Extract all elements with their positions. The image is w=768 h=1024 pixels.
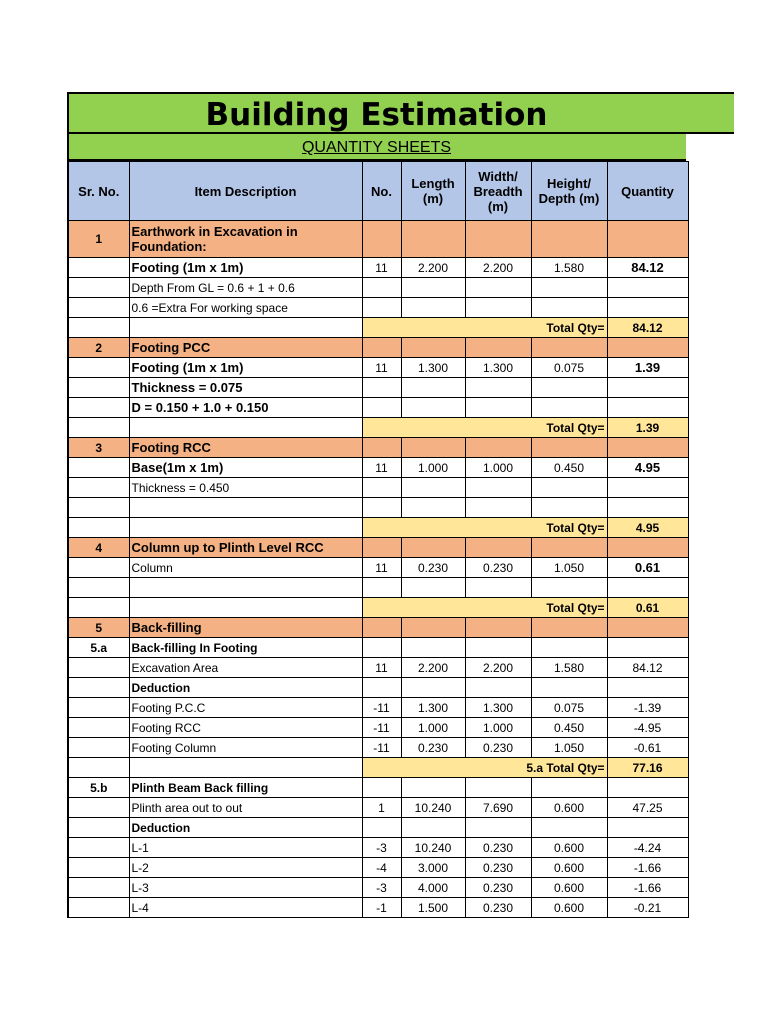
width-cell: [465, 278, 531, 298]
no-cell: -3: [362, 878, 401, 898]
no-cell: -11: [362, 698, 401, 718]
sr-no-cell: [68, 558, 129, 578]
no-cell: [362, 298, 401, 318]
empty-cell: [465, 538, 531, 558]
quantity-cell: [607, 678, 688, 698]
no-cell: 11: [362, 558, 401, 578]
title-bar: [67, 92, 734, 134]
length-cell: 2.200: [401, 658, 465, 678]
height-cell: [531, 678, 607, 698]
width-cell: 1.300: [465, 358, 531, 378]
sr-no-cell: [68, 818, 129, 838]
height-cell: 0.600: [531, 878, 607, 898]
item-row: [68, 478, 688, 498]
height-cell: 1.050: [531, 738, 607, 758]
empty-cell: [401, 221, 465, 258]
quantity-cell: 84.12: [607, 258, 688, 278]
item-row: [68, 798, 688, 818]
item-description: L-3: [129, 878, 362, 898]
empty-cell: [68, 758, 129, 778]
sr-no-cell: [68, 798, 129, 818]
no-cell: [362, 818, 401, 838]
empty-cell: [607, 438, 688, 458]
quantity-cell: [607, 638, 688, 658]
no-cell: [362, 398, 401, 418]
no-cell: 11: [362, 658, 401, 678]
empty-cell: [531, 618, 607, 638]
height-cell: 1.580: [531, 258, 607, 278]
section-row: [68, 538, 688, 558]
no-cell: -11: [362, 738, 401, 758]
width-cell: [465, 638, 531, 658]
empty-cell: [401, 438, 465, 458]
header-no: No.: [362, 162, 401, 221]
quantity-cell: -1.39: [607, 698, 688, 718]
item-row: [68, 838, 688, 858]
sr-no-cell: [68, 458, 129, 478]
sr-no-cell: 5.b: [68, 778, 129, 798]
sheet-subtitle: QUANTITY SHEETS: [301, 139, 452, 156]
total-label: Total Qty=: [362, 518, 607, 538]
total-value: 4.95: [607, 518, 688, 538]
total-value: 77.16: [607, 758, 688, 778]
empty-cell: [362, 438, 401, 458]
item-row: [68, 718, 688, 738]
empty-cell: [607, 221, 688, 258]
item-row: [68, 578, 688, 598]
item-description: Footing P.C.C: [129, 698, 362, 718]
header-quantity: Quantity: [607, 162, 688, 221]
total-row: [68, 518, 688, 538]
section-number: 3: [68, 438, 129, 458]
width-cell: [465, 378, 531, 398]
width-cell: 2.200: [465, 258, 531, 278]
width-cell: [465, 578, 531, 598]
item-row: [68, 738, 688, 758]
empty-cell: [362, 618, 401, 638]
empty-cell: [465, 221, 531, 258]
height-cell: [531, 578, 607, 598]
empty-cell: [401, 538, 465, 558]
section-title: Footing RCC: [129, 438, 362, 458]
width-cell: 0.230: [465, 738, 531, 758]
header-row: [68, 162, 688, 221]
empty-cell: [362, 221, 401, 258]
item-row: [68, 858, 688, 878]
empty-cell: [607, 618, 688, 638]
height-cell: [531, 638, 607, 658]
sr-no-cell: [68, 878, 129, 898]
no-cell: [362, 678, 401, 698]
item-description: Excavation Area: [129, 658, 362, 678]
quantity-table: [67, 161, 689, 918]
item-row: [68, 278, 688, 298]
section-title: Footing PCC: [129, 338, 362, 358]
item-description: Thickness = 0.075: [129, 378, 362, 398]
item-description: Thickness = 0.450: [129, 478, 362, 498]
height-cell: [531, 478, 607, 498]
quantity-cell: [607, 398, 688, 418]
header-length: Length (m): [401, 162, 465, 221]
quantity-cell: -0.21: [607, 898, 688, 918]
sr-no-cell: [68, 698, 129, 718]
item-description: Column: [129, 558, 362, 578]
item-description: Deduction: [129, 678, 362, 698]
header-sr-no: Sr. No.: [68, 162, 129, 221]
sr-no-cell: [68, 658, 129, 678]
width-cell: 1.300: [465, 698, 531, 718]
empty-cell: [362, 538, 401, 558]
empty-cell: [607, 338, 688, 358]
length-cell: 10.240: [401, 798, 465, 818]
quantity-cell: 47.25: [607, 798, 688, 818]
header-width: Width/ Breadth (m): [465, 162, 531, 221]
length-cell: 0.230: [401, 738, 465, 758]
item-row: [68, 778, 688, 798]
item-description: L-1: [129, 838, 362, 858]
item-row: [68, 638, 688, 658]
item-description: Footing Column: [129, 738, 362, 758]
height-cell: 1.580: [531, 658, 607, 678]
quantity-cell: [607, 778, 688, 798]
quantity-cell: 4.95: [607, 458, 688, 478]
total-row: [68, 418, 688, 438]
width-cell: 7.690: [465, 798, 531, 818]
no-cell: [362, 478, 401, 498]
item-description: [129, 498, 362, 518]
no-cell: -4: [362, 858, 401, 878]
item-row: [68, 358, 688, 378]
width-cell: 1.000: [465, 718, 531, 738]
length-cell: 1.300: [401, 698, 465, 718]
empty-cell: [401, 338, 465, 358]
sr-no-cell: [68, 378, 129, 398]
total-label: 5.a Total Qty=: [362, 758, 607, 778]
empty-cell: [465, 338, 531, 358]
length-cell: 10.240: [401, 838, 465, 858]
empty-cell: [129, 418, 362, 438]
no-cell: -1: [362, 898, 401, 918]
no-cell: [362, 378, 401, 398]
quantity-cell: -4.95: [607, 718, 688, 738]
item-description: D = 0.150 + 1.0 + 0.150: [129, 398, 362, 418]
item-row: [68, 558, 688, 578]
empty-cell: [129, 758, 362, 778]
section-number: 5: [68, 618, 129, 638]
total-label: Total Qty=: [362, 418, 607, 438]
empty-cell: [129, 518, 362, 538]
section-number: 4: [68, 538, 129, 558]
width-cell: 0.230: [465, 878, 531, 898]
total-row: [68, 318, 688, 338]
quantity-cell: 1.39: [607, 358, 688, 378]
item-row: [68, 378, 688, 398]
sr-no-cell: [68, 278, 129, 298]
item-row: [68, 298, 688, 318]
length-cell: 1.000: [401, 458, 465, 478]
section-title: Earthwork in Excavation in Foundation:: [129, 221, 362, 258]
length-cell: [401, 278, 465, 298]
sr-no-cell: [68, 398, 129, 418]
length-cell: [401, 298, 465, 318]
total-value: 84.12: [607, 318, 688, 338]
total-value: 0.61: [607, 598, 688, 618]
section-title: Column up to Plinth Level RCC: [129, 538, 362, 558]
quantity-cell: 0.61: [607, 558, 688, 578]
sr-no-cell: [68, 738, 129, 758]
item-description: Base(1m x 1m): [129, 458, 362, 478]
length-cell: [401, 778, 465, 798]
quantity-cell: -1.66: [607, 858, 688, 878]
length-cell: 0.230: [401, 558, 465, 578]
item-row: [68, 498, 688, 518]
item-description: 0.6 =Extra For working space: [129, 298, 362, 318]
width-cell: 1.000: [465, 458, 531, 478]
width-cell: [465, 298, 531, 318]
sr-no-cell: [68, 858, 129, 878]
item-description: L-2: [129, 858, 362, 878]
no-cell: 11: [362, 458, 401, 478]
length-cell: [401, 818, 465, 838]
sheet-title: Building Estimation: [205, 97, 548, 133]
width-cell: [465, 818, 531, 838]
length-cell: [401, 398, 465, 418]
length-cell: [401, 478, 465, 498]
quantity-cell: [607, 278, 688, 298]
no-cell: [362, 778, 401, 798]
no-cell: [362, 278, 401, 298]
height-cell: 1.050: [531, 558, 607, 578]
no-cell: [362, 498, 401, 518]
height-cell: 0.600: [531, 858, 607, 878]
item-row: [68, 258, 688, 278]
item-row: [68, 398, 688, 418]
width-cell: [465, 398, 531, 418]
empty-cell: [68, 518, 129, 538]
sr-no-cell: [68, 498, 129, 518]
empty-cell: [129, 598, 362, 618]
length-cell: 4.000: [401, 878, 465, 898]
quantity-cell: [607, 818, 688, 838]
quantity-cell: [607, 298, 688, 318]
sr-no-cell: [68, 358, 129, 378]
no-cell: -11: [362, 718, 401, 738]
empty-cell: [362, 338, 401, 358]
width-cell: [465, 498, 531, 518]
empty-cell: [465, 618, 531, 638]
empty-cell: [531, 438, 607, 458]
subtitle-bar: [67, 134, 686, 161]
quantity-cell: [607, 478, 688, 498]
sr-no-cell: [68, 578, 129, 598]
item-description: Footing (1m x 1m): [129, 358, 362, 378]
quantity-cell: -4.24: [607, 838, 688, 858]
total-row: [68, 598, 688, 618]
item-description: Footing (1m x 1m): [129, 258, 362, 278]
quantity-cell: -1.66: [607, 878, 688, 898]
sr-no-cell: [68, 478, 129, 498]
section-row: [68, 438, 688, 458]
width-cell: 0.230: [465, 858, 531, 878]
section-row: [68, 221, 688, 258]
sr-no-cell: 5.a: [68, 638, 129, 658]
height-cell: [531, 378, 607, 398]
quantity-cell: [607, 498, 688, 518]
quantity-cell: 84.12: [607, 658, 688, 678]
empty-cell: [129, 318, 362, 338]
no-cell: [362, 638, 401, 658]
empty-cell: [531, 538, 607, 558]
width-cell: 0.230: [465, 558, 531, 578]
section-number: 1: [68, 221, 129, 258]
empty-cell: [68, 598, 129, 618]
height-cell: [531, 398, 607, 418]
width-cell: 0.230: [465, 898, 531, 918]
item-description: [129, 578, 362, 598]
height-cell: 0.600: [531, 898, 607, 918]
height-cell: 0.075: [531, 358, 607, 378]
section-number: 2: [68, 338, 129, 358]
height-cell: [531, 498, 607, 518]
length-cell: [401, 678, 465, 698]
no-cell: 11: [362, 358, 401, 378]
length-cell: 1.500: [401, 898, 465, 918]
header-item-description: Item Description: [129, 162, 362, 221]
height-cell: [531, 278, 607, 298]
sr-no-cell: [68, 678, 129, 698]
length-cell: [401, 638, 465, 658]
item-description: Plinth area out to out: [129, 798, 362, 818]
length-cell: [401, 498, 465, 518]
item-description: Footing RCC: [129, 718, 362, 738]
no-cell: [362, 578, 401, 598]
item-row: [68, 818, 688, 838]
length-cell: 2.200: [401, 258, 465, 278]
height-cell: 0.600: [531, 798, 607, 818]
empty-cell: [531, 221, 607, 258]
empty-cell: [531, 338, 607, 358]
length-cell: 1.300: [401, 358, 465, 378]
length-cell: [401, 578, 465, 598]
header-height: Height/ Depth (m): [531, 162, 607, 221]
empty-cell: [68, 318, 129, 338]
no-cell: 11: [362, 258, 401, 278]
no-cell: 1: [362, 798, 401, 818]
sr-no-cell: [68, 258, 129, 278]
height-cell: [531, 778, 607, 798]
length-cell: 3.000: [401, 858, 465, 878]
sr-no-cell: [68, 898, 129, 918]
total-value: 1.39: [607, 418, 688, 438]
length-cell: [401, 378, 465, 398]
width-cell: [465, 778, 531, 798]
empty-cell: [68, 418, 129, 438]
width-cell: [465, 678, 531, 698]
total-label: Total Qty=: [362, 318, 607, 338]
sr-no-cell: [68, 718, 129, 738]
empty-cell: [607, 538, 688, 558]
item-row: [68, 878, 688, 898]
item-row: [68, 678, 688, 698]
sr-no-cell: [68, 838, 129, 858]
length-cell: 1.000: [401, 718, 465, 738]
width-cell: [465, 478, 531, 498]
width-cell: 2.200: [465, 658, 531, 678]
total-row: [68, 758, 688, 778]
item-row: [68, 658, 688, 678]
section-row: [68, 618, 688, 638]
total-label: Total Qty=: [362, 598, 607, 618]
height-cell: [531, 298, 607, 318]
item-description: L-4: [129, 898, 362, 918]
height-cell: 0.600: [531, 838, 607, 858]
quantity-cell: [607, 378, 688, 398]
item-description: Depth From GL = 0.6 + 1 + 0.6: [129, 278, 362, 298]
quantity-cell: -0.61: [607, 738, 688, 758]
item-description: Deduction: [129, 818, 362, 838]
empty-cell: [465, 438, 531, 458]
height-cell: 0.075: [531, 698, 607, 718]
height-cell: [531, 818, 607, 838]
section-title: Back-filling: [129, 618, 362, 638]
section-row: [68, 338, 688, 358]
height-cell: 0.450: [531, 458, 607, 478]
sr-no-cell: [68, 298, 129, 318]
item-row: [68, 898, 688, 918]
height-cell: 0.450: [531, 718, 607, 738]
item-row: [68, 458, 688, 478]
item-row: [68, 698, 688, 718]
no-cell: -3: [362, 838, 401, 858]
quantity-cell: [607, 578, 688, 598]
item-description: Back-filling In Footing: [129, 638, 362, 658]
width-cell: 0.230: [465, 838, 531, 858]
item-description: Plinth Beam Back filling: [129, 778, 362, 798]
empty-cell: [401, 618, 465, 638]
